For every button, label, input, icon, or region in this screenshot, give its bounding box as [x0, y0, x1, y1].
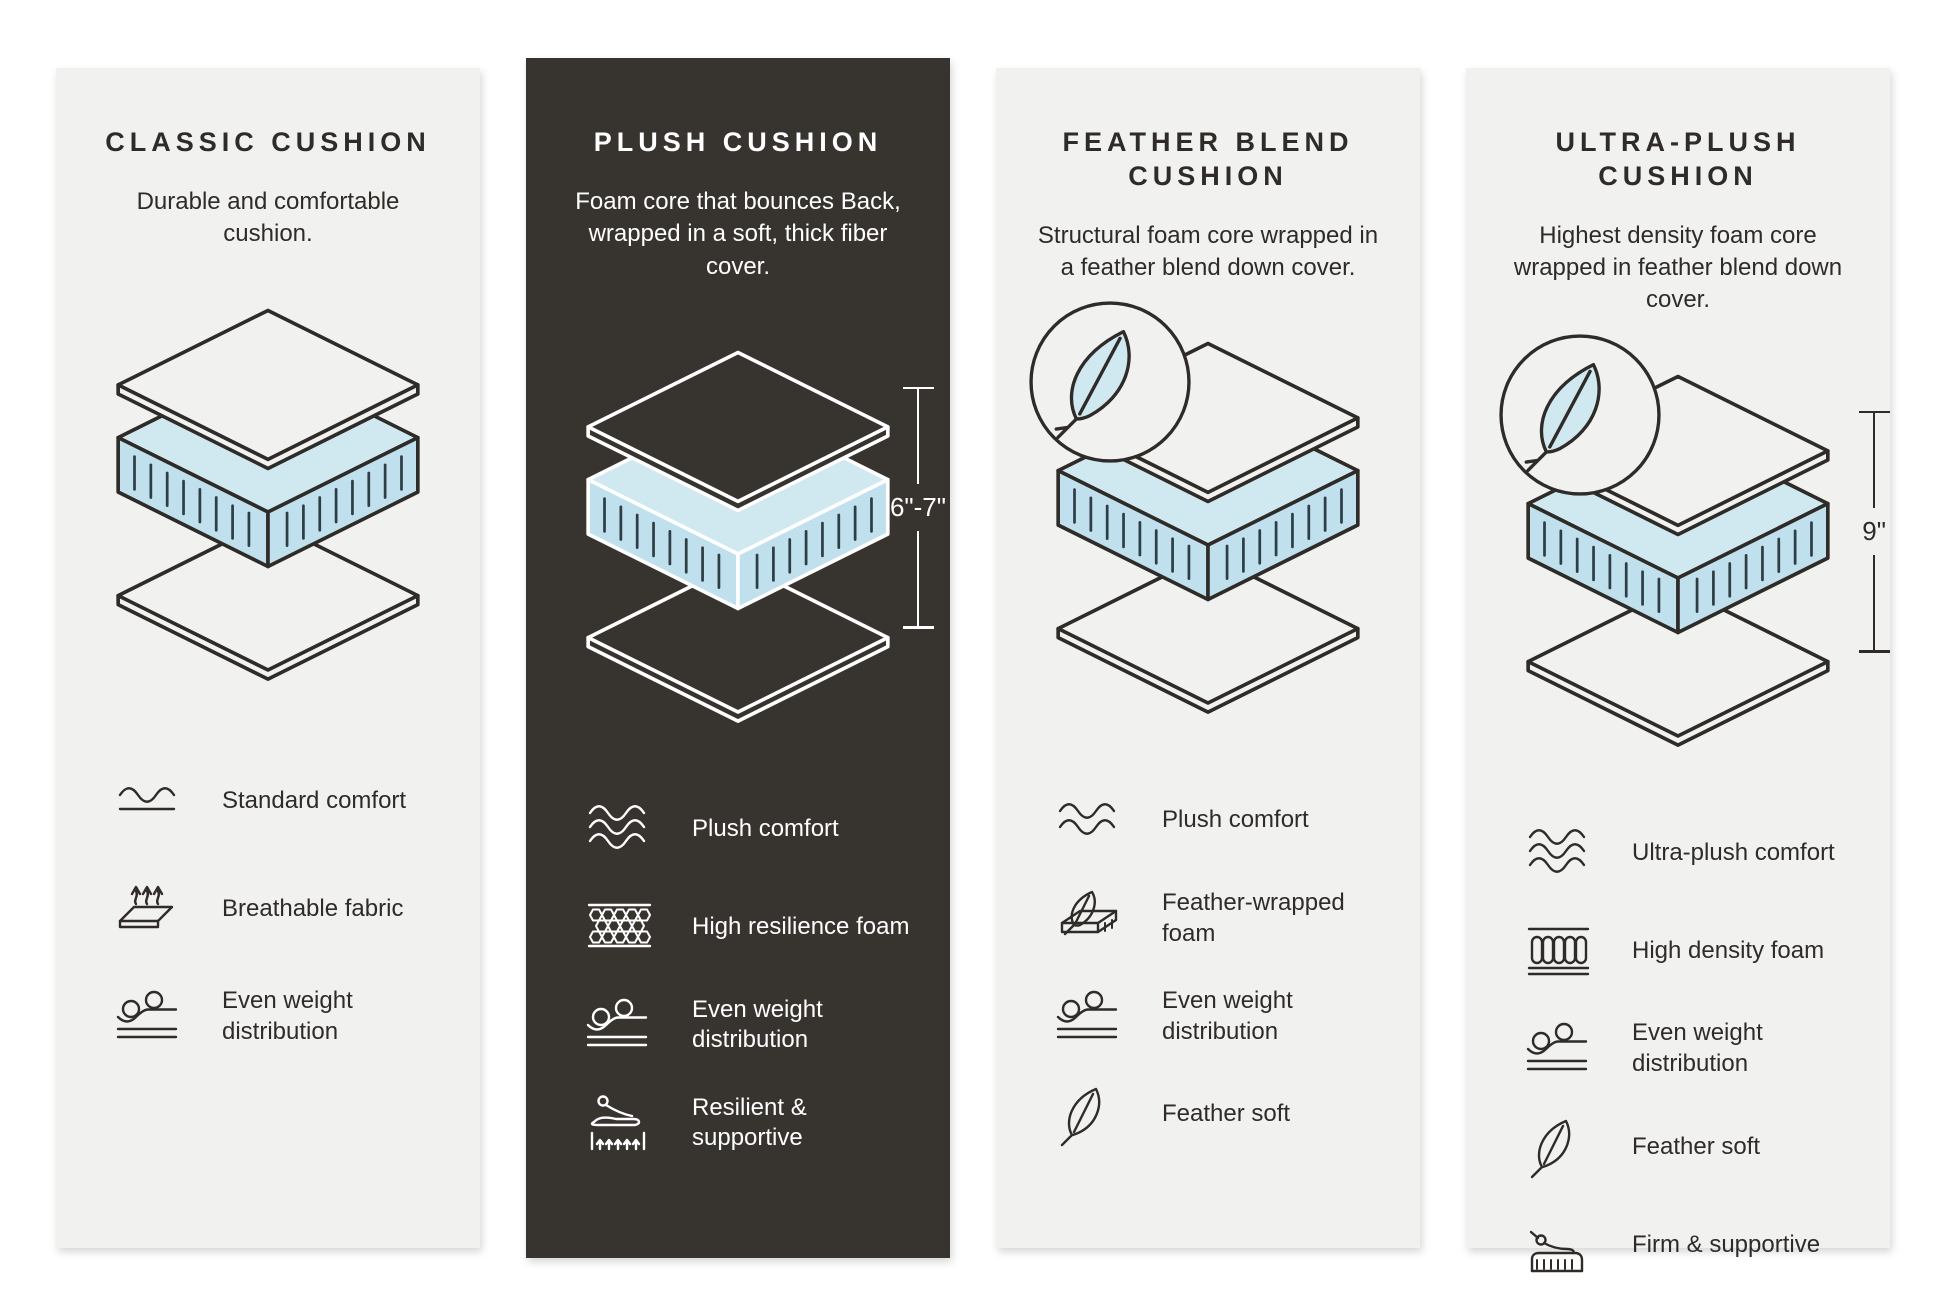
card-description: Highest density foam core wrapped in feather blend down cover.	[1513, 221, 1843, 314]
feather-badge-icon	[1026, 298, 1194, 466]
dimension-marker	[890, 387, 946, 629]
feature-label: Resilient & supportive	[692, 1093, 807, 1152]
feature-row	[112, 877, 442, 941]
card-title: CLASSIC CUSHION	[105, 127, 431, 157]
dimension-label: 6"-7"	[889, 492, 946, 523]
feature-label: Firm & supportive	[1632, 1230, 1821, 1258]
feature-label: Breathable fabric	[222, 894, 404, 922]
feature-label: High resilience foam	[692, 912, 910, 940]
weight-distribution-icon	[582, 993, 692, 1057]
feature-label: Even weight distribution	[1632, 1019, 1763, 1078]
honeycomb-foam-icon	[582, 895, 692, 959]
card-title: ULTRA-PLUSH CUSHION	[1555, 127, 1801, 191]
dimension-label: 9"	[1862, 516, 1886, 547]
feature-row	[582, 993, 912, 1057]
feature-list	[564, 797, 912, 1155]
dimension-marker	[1862, 411, 1886, 653]
card-plush-cushion	[526, 58, 950, 1258]
feather-icon	[1522, 1115, 1632, 1179]
feature-label: Ultra-plush comfort	[1632, 838, 1835, 866]
cushion-layers-illustration	[570, 347, 906, 733]
cushion-illustration-area	[1510, 371, 1886, 757]
feature-label: Feather‑wrapped foam	[1162, 888, 1345, 947]
feature-label: Even weight distribution	[692, 995, 823, 1054]
feature-label: Plush comfort	[692, 814, 839, 842]
feather-wrapped-foam-icon	[1052, 887, 1162, 951]
cushion-layers-illustration	[100, 305, 436, 691]
wave-icon	[1522, 821, 1632, 885]
weight-distribution-icon	[1522, 1017, 1632, 1081]
feature-label: Even weight distribution	[222, 987, 353, 1045]
cushion-illustration-area	[570, 347, 946, 733]
card-classic-cushion	[56, 68, 480, 1248]
dimension-line	[1873, 411, 1876, 509]
dimension-line	[1873, 555, 1876, 653]
feature-row	[112, 769, 442, 833]
weight-distribution-icon	[112, 985, 222, 1049]
cushion-illustration-area	[100, 305, 436, 691]
card-feather-blend-cushion	[996, 68, 1420, 1248]
feature-row	[112, 985, 442, 1049]
feature-row	[582, 1091, 912, 1155]
cushion-illustration-area	[1040, 338, 1376, 724]
card-title: PLUSH CUSHION	[593, 127, 883, 157]
feature-row	[1052, 985, 1382, 1049]
feature-label: Even weight distribution	[1162, 986, 1293, 1045]
feature-row	[1522, 821, 1852, 885]
firm-supportive-icon	[1522, 1213, 1632, 1277]
wave-icon	[1052, 789, 1162, 853]
breathable-fabric-icon	[112, 877, 222, 941]
feature-row	[1522, 919, 1852, 983]
feature-label: Plush comfort	[1162, 806, 1309, 834]
feature-label: Standard comfort	[222, 786, 407, 814]
feature-list	[1034, 789, 1382, 1147]
feather-icon	[1052, 1083, 1162, 1147]
feature-row	[582, 797, 912, 861]
feature-label: Feather soft	[1162, 1100, 1291, 1128]
card-description: Durable and comfortable cushion.	[136, 187, 400, 248]
card-ultra-plush-cushion	[1466, 68, 1890, 1258]
feature-row	[1522, 1213, 1852, 1277]
dimension-line	[917, 387, 920, 485]
feature-row	[1522, 1115, 1852, 1179]
feature-list	[94, 769, 442, 1049]
wave-icon	[582, 797, 692, 861]
feature-row	[582, 895, 912, 959]
high-density-foam-icon	[1522, 919, 1632, 983]
card-title: FEATHER BLEND CUSHION	[1062, 127, 1354, 191]
feature-list	[1504, 821, 1852, 1277]
feature-label: Feather soft	[1632, 1132, 1761, 1160]
dimension-line	[917, 531, 920, 629]
resilient-supportive-icon	[582, 1091, 692, 1155]
card-description: Structural foam core wrapped in a feather blend down cover.	[1037, 221, 1379, 281]
feature-row	[1052, 887, 1382, 951]
weight-distribution-icon	[1052, 985, 1162, 1049]
wave-icon	[112, 769, 222, 833]
feature-row	[1522, 1017, 1852, 1081]
card-description: Foam core that bounces Back, wrapped in a soft, thick fiber cover.	[575, 187, 901, 280]
feature-label: High density foam	[1632, 936, 1825, 964]
feature-row	[1052, 1083, 1382, 1147]
feather-badge-icon	[1496, 331, 1664, 499]
feature-row	[1052, 789, 1382, 853]
